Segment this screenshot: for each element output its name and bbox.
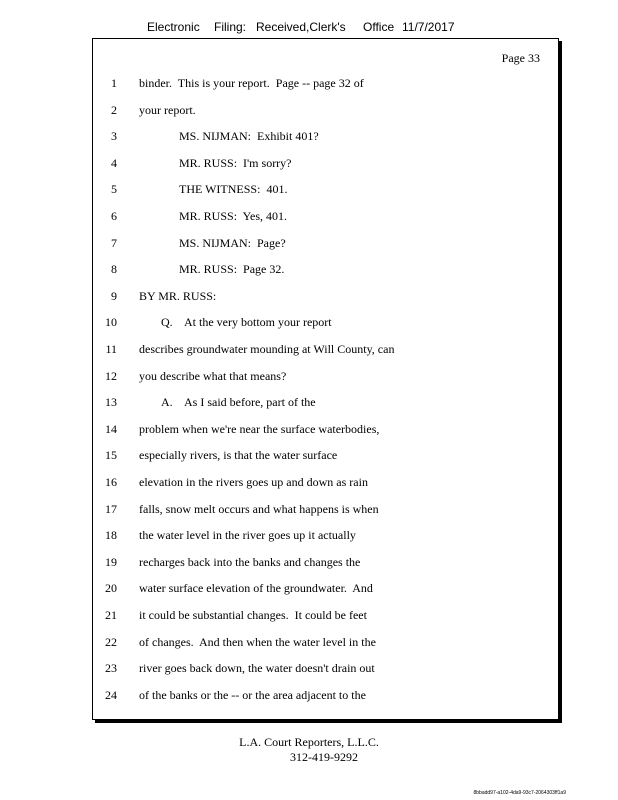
transcript-line	[93, 421, 558, 437]
efiling-word-electronic: Electronic	[147, 20, 200, 34]
transcript-line	[93, 128, 558, 144]
transcript-line	[93, 208, 558, 224]
line-number: 15	[105, 448, 117, 463]
line-number: 8	[111, 262, 117, 277]
efiling-word-filing: Filing:	[214, 20, 247, 34]
line-number: 9	[111, 288, 117, 303]
transcript-line	[93, 394, 558, 410]
line-number: 16	[105, 475, 117, 489]
line-number: 14	[105, 421, 117, 436]
line-number: 22	[105, 634, 117, 649]
line-text: water surface elevation of the groundwater. And	[139, 581, 373, 596]
line-text: elevation in the rivers goes up and down as rain	[139, 475, 368, 489]
line-number: 20	[105, 581, 117, 596]
transcript-line	[93, 235, 558, 251]
efiling-word-office: Office	[363, 20, 395, 34]
transcript-line	[93, 261, 558, 277]
transcript-line	[93, 554, 558, 570]
line-number: 19	[105, 554, 117, 569]
line-number: 7	[111, 235, 117, 250]
line-number: 18	[105, 528, 117, 543]
transcript-line	[93, 474, 558, 490]
line-number: 4	[111, 155, 117, 170]
efiling-word-received-clerks: Received,Clerk's	[256, 20, 346, 34]
line-number: 21	[105, 608, 117, 622]
transcript-line	[93, 368, 558, 384]
line-text: MS. NIJMAN: Exhibit 401?	[179, 129, 319, 144]
transcript-line	[93, 155, 558, 171]
line-number: 23	[105, 661, 117, 676]
line-text: falls, snow melt occurs and what happens is when	[139, 501, 379, 516]
transcript-line	[93, 660, 558, 676]
transcript-line	[93, 75, 558, 91]
transcript-line	[93, 314, 558, 330]
line-number: 12	[105, 368, 117, 383]
transcript-line	[93, 527, 558, 543]
line-number: 24	[105, 687, 117, 702]
line-text: problem when we're near the surface waterbodies,	[139, 421, 380, 436]
efiling-header	[0, 20, 618, 36]
transcript-line	[93, 288, 558, 304]
line-text: river goes back down, the water doesn't drain out	[139, 661, 375, 676]
line-text: of changes. And then when the water level in the	[139, 634, 376, 649]
line-text: MS. NIJMAN: Page?	[179, 235, 286, 250]
line-number: 3	[111, 129, 117, 144]
line-text: the water level in the river goes up it actually	[139, 528, 356, 543]
transcript-page	[92, 38, 559, 720]
line-text: describes groundwater mounding at Will County, can	[139, 342, 395, 356]
transcript-line	[93, 687, 558, 703]
line-number: 13	[105, 395, 117, 410]
line-text: recharges back into the banks and changes the	[139, 554, 361, 569]
line-number: 11	[105, 342, 117, 356]
line-text: especially rivers, is that the water surface	[139, 448, 338, 463]
line-text: BY MR. RUSS:	[139, 288, 217, 303]
line-number: 17	[105, 501, 117, 516]
line-text: Q. At the very bottom your report	[161, 315, 332, 330]
transcript-line	[93, 341, 558, 357]
line-text: MR. RUSS: I'm sorry?	[179, 155, 292, 170]
transcript-line	[93, 634, 558, 650]
line-text: it could be substantial changes. It could be feet	[139, 608, 367, 622]
line-number: 10	[105, 315, 117, 330]
line-text: of the banks or the -- or the area adjacent to the	[139, 687, 366, 702]
transcript-line	[93, 607, 558, 623]
efiling-date: 11/7/2017	[402, 20, 455, 34]
line-number: 5	[111, 182, 117, 197]
line-text: MR. RUSS: Page 32.	[179, 262, 285, 277]
transcript-line	[93, 501, 558, 517]
footer-phone: 312-419-9292	[290, 750, 358, 764]
line-number: 1	[111, 76, 117, 90]
line-number: 2	[111, 102, 117, 117]
line-text: A. As I said before, part of the	[161, 395, 316, 410]
line-text: your report.	[139, 102, 196, 117]
page-number: Page 33	[501, 51, 540, 65]
document-id: 8bbadd97-a102-4da9-93c7-2064303ff1a9	[473, 790, 566, 796]
line-text: THE WITNESS: 401.	[179, 182, 288, 197]
transcript-line	[93, 580, 558, 596]
footer-company: L.A. Court Reporters, L.L.C.	[239, 735, 379, 749]
transcript-line	[93, 102, 558, 118]
line-number: 6	[111, 209, 117, 223]
line-text: MR. RUSS: Yes, 401.	[179, 209, 288, 223]
line-text: binder. This is your report. Page -- page 32 of	[139, 76, 364, 90]
transcript-line	[93, 447, 558, 463]
transcript-line	[93, 181, 558, 197]
line-text: you describe what that means?	[139, 368, 287, 383]
